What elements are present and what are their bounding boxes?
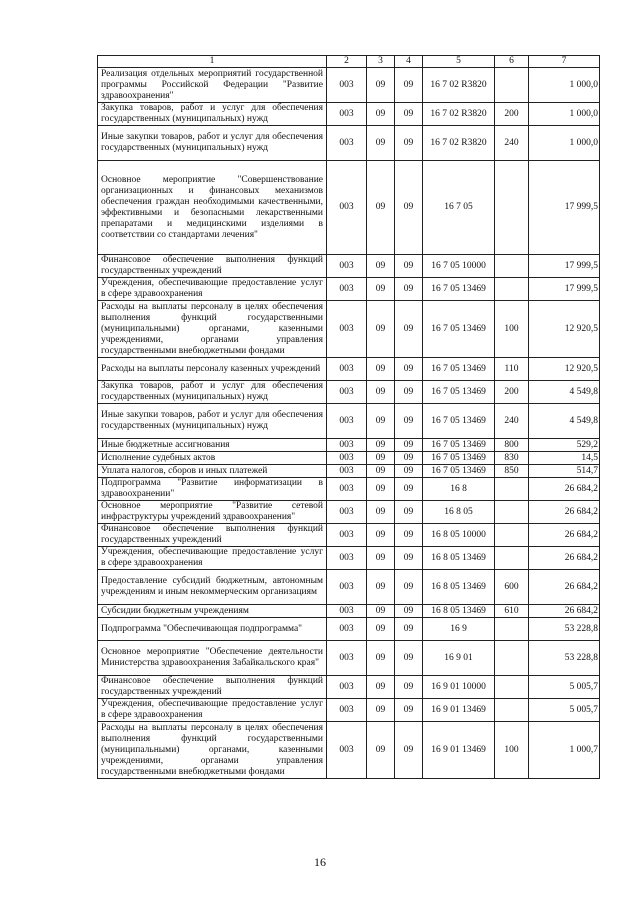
table-row xyxy=(98,618,600,641)
cell-csr: 16 8 05 xyxy=(423,501,495,524)
cell-pr: 09 xyxy=(395,605,423,618)
cell-rz: 09 xyxy=(367,465,395,478)
cell-vr: 830 xyxy=(495,452,529,465)
cell-ved: 003 xyxy=(327,676,367,699)
cell-pr: 09 xyxy=(395,301,423,358)
cell-name: Субсидии бюджетным учреждениям xyxy=(98,605,327,618)
cell-ved: 003 xyxy=(327,699,367,722)
cell-name: Расходы на выплаты персоналу в целях обеспечения выполнения функций государственными (муниципальными) органами, казенными учреждениями, органами управления государственными внебюджетными фондами xyxy=(98,301,327,358)
cell-pr: 09 xyxy=(395,478,423,501)
cell-csr: 16 7 05 13469 xyxy=(423,381,495,404)
cell-name: Реализация отдельных мероприятий государственной программы Российской Федерации "Развитие здравоохранения" xyxy=(98,68,327,103)
cell-rz: 09 xyxy=(367,699,395,722)
table-row xyxy=(98,301,600,358)
cell-ved: 003 xyxy=(327,301,367,358)
table-row xyxy=(98,439,600,452)
cell-ved: 003 xyxy=(327,618,367,641)
table-row xyxy=(98,524,600,547)
cell-rz: 09 xyxy=(367,478,395,501)
table-row xyxy=(98,501,600,524)
cell-name: Иные закупки товаров, работ и услуг для обеспечения государственных (муниципальных) нужд xyxy=(98,404,327,439)
cell-name: Основное мероприятие "Обеспечение деятельности Министерства здравоохранения Забайкальского края" xyxy=(98,641,327,676)
cell-csr: 16 7 05 13469 xyxy=(423,358,495,381)
cell-vr xyxy=(495,524,529,547)
cell-pr: 09 xyxy=(395,524,423,547)
cell-csr: 16 7 05 13469 xyxy=(423,301,495,358)
cell-rz: 09 xyxy=(367,722,395,779)
cell-ved: 003 xyxy=(327,570,367,605)
cell-csr: 16 7 05 13469 xyxy=(423,439,495,452)
cell-csr: 16 8 05 10000 xyxy=(423,524,495,547)
cell-name: Учреждения, обеспечивающие предоставление услуг в сфере здравоохранения xyxy=(98,699,327,722)
cell-rz: 09 xyxy=(367,547,395,570)
cell-vr: 200 xyxy=(495,103,529,126)
cell-name: Иные закупки товаров, работ и услуг для обеспечения государственных (муниципальных) нужд xyxy=(98,126,327,161)
cell-name: Уплата налогов, сборов и иных платежей xyxy=(98,465,327,478)
cell-csr: 16 8 05 13469 xyxy=(423,570,495,605)
cell-name: Основное мероприятие "Совершенствование организационных и финансовых механизмов обеспечения граждан необходимыми качественными, эффективными и безопасными лекарственными препаратами и медицинскими изделиями в соответствии со стандартами лечения" xyxy=(98,161,327,255)
cell-ved: 003 xyxy=(327,126,367,161)
cell-pr: 09 xyxy=(395,278,423,301)
cell-rz: 09 xyxy=(367,255,395,278)
cell-vr: 100 xyxy=(495,301,529,358)
cell-pr: 09 xyxy=(395,439,423,452)
cell-rz: 09 xyxy=(367,278,395,301)
cell-ved: 003 xyxy=(327,605,367,618)
table-row xyxy=(98,452,600,465)
cell-ved: 003 xyxy=(327,465,367,478)
cell-ved: 003 xyxy=(327,439,367,452)
header-row xyxy=(98,56,600,68)
cell-pr: 09 xyxy=(395,699,423,722)
table-row xyxy=(98,641,600,676)
cell-sum: 5 005,7 xyxy=(529,699,600,722)
cell-name: Основное мероприятие "Развитие сетевой инфраструктуры учреждений здравоохранения" xyxy=(98,501,327,524)
cell-rz: 09 xyxy=(367,68,395,103)
cell-sum: 17 999,5 xyxy=(529,255,600,278)
cell-csr: 16 7 05 13469 xyxy=(423,404,495,439)
cell-vr xyxy=(495,676,529,699)
cell-name: Финансовое обеспечение выполнения функций государственных учреждений xyxy=(98,524,327,547)
cell-sum: 5 005,7 xyxy=(529,676,600,699)
cell-ved: 003 xyxy=(327,255,367,278)
cell-csr: 16 7 05 13469 xyxy=(423,465,495,478)
cell-ved: 003 xyxy=(327,103,367,126)
cell-csr: 16 7 05 xyxy=(423,161,495,255)
table-row xyxy=(98,358,600,381)
table-row xyxy=(98,547,600,570)
table-row xyxy=(98,478,600,501)
cell-vr: 610 xyxy=(495,605,529,618)
table-row xyxy=(98,103,600,126)
cell-vr: 100 xyxy=(495,722,529,779)
cell-pr: 09 xyxy=(395,381,423,404)
cell-pr: 09 xyxy=(395,676,423,699)
cell-name: Исполнение судебных актов xyxy=(98,452,327,465)
cell-sum: 12 920,5 xyxy=(529,358,600,381)
cell-sum: 53 228,8 xyxy=(529,618,600,641)
cell-sum: 1 000,0 xyxy=(529,68,600,103)
cell-name: Расходы на выплаты персоналу казенных учреждений xyxy=(98,358,327,381)
cell-rz: 09 xyxy=(367,452,395,465)
table-row xyxy=(98,699,600,722)
cell-vr xyxy=(495,501,529,524)
cell-csr: 16 7 02 R3820 xyxy=(423,68,495,103)
cell-csr: 16 8 05 13469 xyxy=(423,605,495,618)
cell-ved: 003 xyxy=(327,501,367,524)
cell-name: Финансовое обеспечение выполнения функций государственных учреждений xyxy=(98,676,327,699)
cell-vr xyxy=(495,618,529,641)
cell-rz: 09 xyxy=(367,618,395,641)
cell-pr: 09 xyxy=(395,618,423,641)
cell-sum: 53 228,8 xyxy=(529,641,600,676)
cell-rz: 09 xyxy=(367,381,395,404)
cell-pr: 09 xyxy=(395,641,423,676)
table-row xyxy=(98,605,600,618)
col-header-csr: 5 xyxy=(423,56,495,68)
cell-csr: 16 7 05 10000 xyxy=(423,255,495,278)
cell-sum: 14,5 xyxy=(529,452,600,465)
cell-sum: 12 920,5 xyxy=(529,301,600,358)
cell-sum: 529,2 xyxy=(529,439,600,452)
cell-vr: 240 xyxy=(495,404,529,439)
cell-name: Учреждения, обеспечивающие предоставление услуг в сфере здравоохранения xyxy=(98,278,327,301)
cell-ved: 003 xyxy=(327,641,367,676)
table-row xyxy=(98,676,600,699)
cell-name: Учреждения, обеспечивающие предоставление услуг в сфере здравоохранения xyxy=(98,547,327,570)
cell-sum: 4 549,8 xyxy=(529,381,600,404)
cell-name: Закупка товаров, работ и услуг для обеспечения государственных (муниципальных) нужд xyxy=(98,103,327,126)
cell-sum: 1 000,0 xyxy=(529,103,600,126)
cell-csr: 16 9 01 13469 xyxy=(423,699,495,722)
cell-ved: 003 xyxy=(327,722,367,779)
table-row xyxy=(98,381,600,404)
cell-name: Предоставление субсидий бюджетным, автономным учреждениям и иным некоммерческим организациям xyxy=(98,570,327,605)
cell-ved: 003 xyxy=(327,404,367,439)
cell-pr: 09 xyxy=(395,126,423,161)
cell-pr: 09 xyxy=(395,358,423,381)
cell-rz: 09 xyxy=(367,501,395,524)
cell-csr: 16 8 05 13469 xyxy=(423,547,495,570)
table-row xyxy=(98,465,600,478)
cell-pr: 09 xyxy=(395,404,423,439)
cell-csr: 16 7 05 13469 xyxy=(423,452,495,465)
cell-vr: 800 xyxy=(495,439,529,452)
cell-rz: 09 xyxy=(367,570,395,605)
cell-sum: 4 549,8 xyxy=(529,404,600,439)
col-header-vr: 6 xyxy=(495,56,529,68)
table-row xyxy=(98,404,600,439)
cell-name: Закупка товаров, работ и услуг для обеспечения государственных (муниципальных) нужд xyxy=(98,381,327,404)
cell-pr: 09 xyxy=(395,255,423,278)
cell-csr: 16 7 05 13469 xyxy=(423,278,495,301)
budget-table xyxy=(97,55,600,779)
cell-ved: 003 xyxy=(327,68,367,103)
cell-csr: 16 8 xyxy=(423,478,495,501)
col-header-pr: 4 xyxy=(395,56,423,68)
col-header-sum: 7 xyxy=(529,56,600,68)
cell-rz: 09 xyxy=(367,358,395,381)
table-row xyxy=(98,126,600,161)
cell-ved: 003 xyxy=(327,452,367,465)
cell-rz: 09 xyxy=(367,126,395,161)
cell-rz: 09 xyxy=(367,641,395,676)
cell-ved: 003 xyxy=(327,161,367,255)
col-header-rz: 3 xyxy=(367,56,395,68)
cell-pr: 09 xyxy=(395,501,423,524)
cell-csr: 16 9 01 13469 xyxy=(423,722,495,779)
cell-name: Финансовое обеспечение выполнения функций государственных учреждений xyxy=(98,255,327,278)
cell-sum: 26 684,2 xyxy=(529,478,600,501)
cell-csr: 16 9 xyxy=(423,618,495,641)
cell-ved: 003 xyxy=(327,358,367,381)
cell-sum: 17 999,5 xyxy=(529,278,600,301)
cell-name: Подпрограмма "Развитие информатизации в здравоохранении" xyxy=(98,478,327,501)
cell-sum: 26 684,2 xyxy=(529,501,600,524)
cell-rz: 09 xyxy=(367,439,395,452)
cell-sum: 26 684,2 xyxy=(529,570,600,605)
page-number: 16 xyxy=(314,855,326,869)
cell-vr xyxy=(495,547,529,570)
cell-sum: 17 999,5 xyxy=(529,161,600,255)
cell-ved: 003 xyxy=(327,524,367,547)
cell-pr: 09 xyxy=(395,103,423,126)
table-row xyxy=(98,68,600,103)
cell-pr: 09 xyxy=(395,161,423,255)
table-row xyxy=(98,161,600,255)
cell-rz: 09 xyxy=(367,676,395,699)
cell-vr: 110 xyxy=(495,358,529,381)
cell-rz: 09 xyxy=(367,103,395,126)
cell-ved: 003 xyxy=(327,547,367,570)
cell-sum: 26 684,2 xyxy=(529,605,600,618)
cell-pr: 09 xyxy=(395,452,423,465)
cell-sum: 26 684,2 xyxy=(529,547,600,570)
cell-sum: 1 000,0 xyxy=(529,126,600,161)
cell-ved: 003 xyxy=(327,278,367,301)
cell-rz: 09 xyxy=(367,301,395,358)
cell-pr: 09 xyxy=(395,722,423,779)
cell-ved: 003 xyxy=(327,478,367,501)
col-header-name: 1 xyxy=(98,56,327,68)
cell-vr xyxy=(495,68,529,103)
cell-ved: 003 xyxy=(327,381,367,404)
table-row xyxy=(98,722,600,779)
cell-pr: 09 xyxy=(395,465,423,478)
cell-name: Расходы на выплаты персоналу в целях обеспечения выполнения функций государственными (муниципальными) органами, казенными учреждениями, органами управления государственными внебюджетными фондами xyxy=(98,722,327,779)
cell-vr: 600 xyxy=(495,570,529,605)
cell-vr: 850 xyxy=(495,465,529,478)
cell-name: Подпрограмма "Обеспечивающая подпрограмма" xyxy=(98,618,327,641)
cell-sum: 26 684,2 xyxy=(529,524,600,547)
cell-vr xyxy=(495,255,529,278)
cell-pr: 09 xyxy=(395,570,423,605)
cell-sum: 514,7 xyxy=(529,465,600,478)
cell-vr xyxy=(495,278,529,301)
cell-rz: 09 xyxy=(367,161,395,255)
col-header-ved: 2 xyxy=(327,56,367,68)
cell-vr xyxy=(495,161,529,255)
cell-pr: 09 xyxy=(395,68,423,103)
table-row xyxy=(98,278,600,301)
cell-rz: 09 xyxy=(367,605,395,618)
cell-csr: 16 7 02 R3820 xyxy=(423,103,495,126)
cell-rz: 09 xyxy=(367,524,395,547)
cell-vr xyxy=(495,478,529,501)
cell-sum: 1 000,7 xyxy=(529,722,600,779)
cell-pr: 09 xyxy=(395,547,423,570)
cell-csr: 16 7 02 R3820 xyxy=(423,126,495,161)
cell-rz: 09 xyxy=(367,404,395,439)
cell-vr: 240 xyxy=(495,126,529,161)
cell-vr xyxy=(495,699,529,722)
table-row xyxy=(98,570,600,605)
cell-csr: 16 9 01 xyxy=(423,641,495,676)
table-row xyxy=(98,255,600,278)
cell-vr xyxy=(495,641,529,676)
cell-name: Иные бюджетные ассигнования xyxy=(98,439,327,452)
cell-csr: 16 9 01 10000 xyxy=(423,676,495,699)
cell-vr: 200 xyxy=(495,381,529,404)
